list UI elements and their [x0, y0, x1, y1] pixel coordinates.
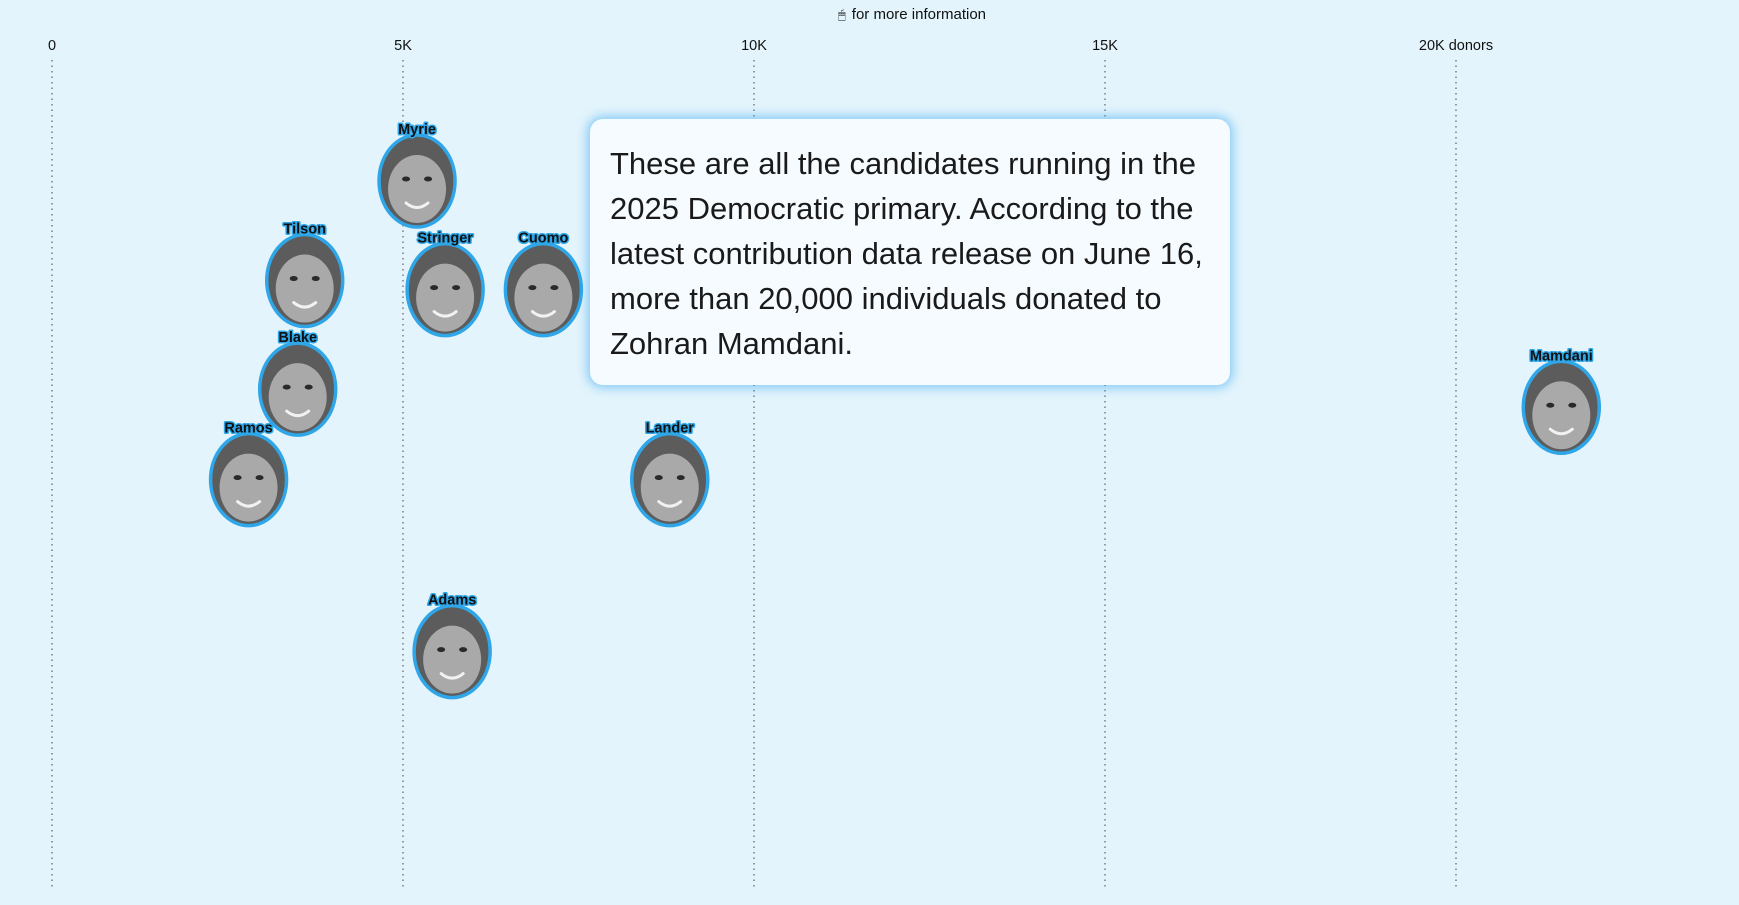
x-tick-label: 10K — [741, 38, 767, 54]
mouse-icon: 🖱 — [837, 7, 846, 22]
eye-left — [234, 475, 242, 480]
eye-left — [283, 385, 291, 390]
face-skin — [388, 155, 446, 223]
eye-right — [256, 475, 264, 480]
eye-left — [528, 285, 536, 290]
eye-right — [1568, 403, 1576, 408]
candidate-marker[interactable] — [407, 231, 483, 336]
face-skin — [276, 255, 334, 323]
eye-right — [305, 385, 313, 390]
x-tick-label: 0 — [47, 38, 57, 54]
candidate-label: Cuomo — [518, 230, 569, 247]
annotation-card — [590, 119, 1230, 385]
annotation-text: These are all the candidates running in the 2025 Democratic primary. According to the latest contribution data release on June 16, more than 20,000 individuals donated to Zohran Mamdani. — [610, 146, 1203, 361]
face-skin — [423, 626, 481, 694]
candidate-label: Stringer — [417, 230, 473, 247]
candidate-marker[interactable] — [211, 421, 287, 526]
candidate-marker[interactable] — [267, 222, 343, 327]
candidate-label: Blake — [278, 330, 318, 347]
eye-right — [452, 285, 460, 290]
eye-left — [430, 285, 438, 290]
eye-left — [655, 475, 663, 480]
eye-right — [677, 475, 685, 480]
candidate-marker[interactable] — [379, 122, 455, 227]
x-tick-label: 20K donors — [1418, 38, 1494, 54]
candidate-label: Tilson — [283, 221, 326, 238]
eye-left — [437, 647, 445, 652]
hint-text: for more information — [851, 6, 987, 23]
face-skin — [416, 264, 474, 332]
face-skin — [641, 454, 699, 522]
candidate-label: Myrie — [398, 122, 436, 138]
face-skin — [269, 363, 327, 431]
eye-left — [402, 177, 410, 182]
eye-right — [550, 285, 558, 290]
eye-right — [424, 177, 432, 182]
candidate-label: Lander — [645, 420, 694, 437]
candidate-marker[interactable] — [1523, 348, 1599, 453]
eye-right — [459, 647, 467, 652]
eye-left — [1546, 403, 1554, 408]
eye-right — [312, 276, 320, 281]
face-skin — [220, 454, 278, 522]
candidate-marker[interactable] — [632, 421, 708, 526]
info-hint — [0, 6, 1739, 23]
eye-left — [290, 276, 298, 281]
candidate-marker[interactable] — [414, 593, 490, 698]
candidate-marker[interactable] — [260, 330, 336, 435]
x-tick-label: 15K — [1092, 38, 1118, 54]
candidate-label: Ramos — [224, 420, 273, 437]
face-skin — [514, 264, 572, 332]
candidate-marker[interactable] — [505, 231, 581, 336]
face-skin — [1532, 381, 1590, 449]
candidate-label: Mamdani — [1529, 348, 1593, 365]
x-tick-label: 5K — [394, 38, 412, 54]
candidate-label: Adams — [427, 592, 477, 609]
